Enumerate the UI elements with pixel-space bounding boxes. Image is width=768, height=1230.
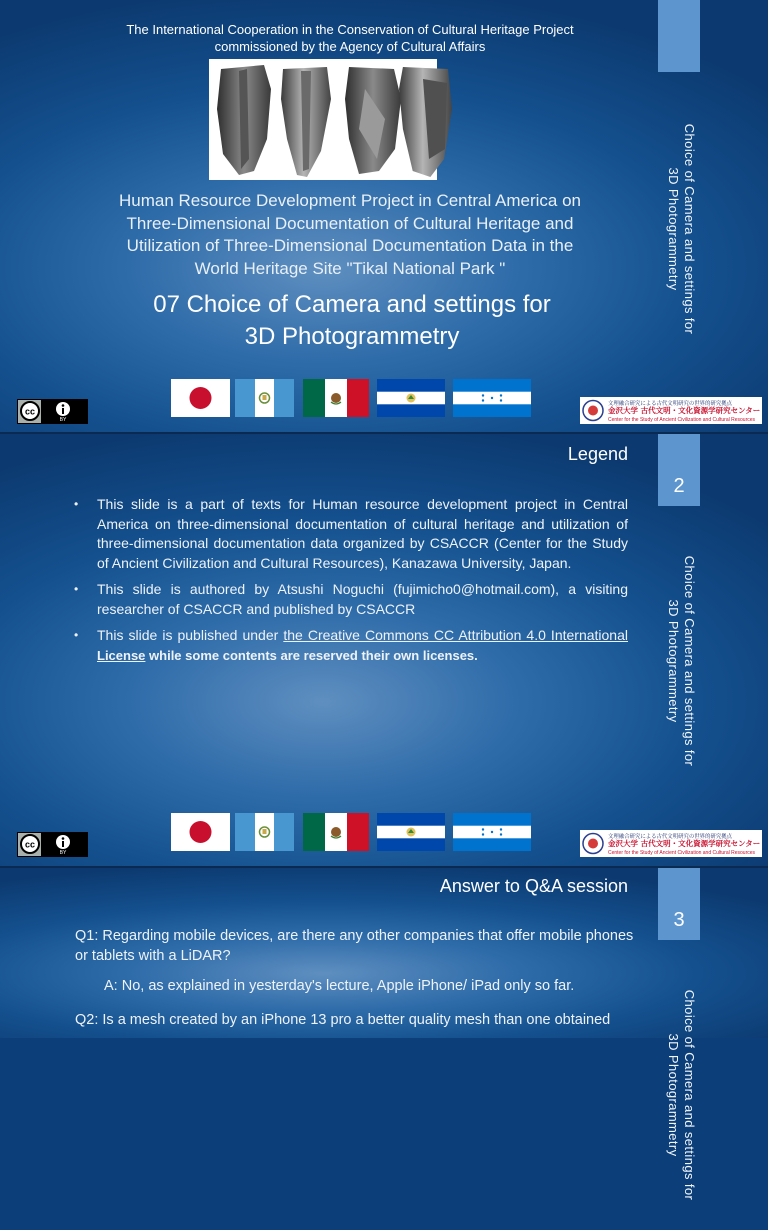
cc-label: cc <box>24 839 36 850</box>
kanazawa-university-logo[interactable] <box>580 397 762 424</box>
logo-line-1: 文理融合研究による古代文明研究の世界的研究拠点 <box>608 401 732 407</box>
csaccr-logo-image <box>580 397 762 424</box>
logo-line-2: 金沢大学 古代文明・文化資源学研究センター <box>608 839 761 848</box>
artifact-3d-image <box>209 59 437 180</box>
commission-line-1: The International Cooperation in the Conservation of Cultural Heritage Project <box>126 22 574 37</box>
legend-bullets <box>74 495 628 672</box>
vertical-title <box>663 94 697 364</box>
slide-2 <box>0 434 768 866</box>
question-2: Q2: Is a mesh created by an iPhone 13 pro a better quality mesh than one obtained <box>75 1012 611 1028</box>
guatemala-flag-icon <box>235 379 294 417</box>
commission-line-2: commissioned by the Agency of Cultural Affairs <box>214 39 486 54</box>
cc-by-license-icon[interactable] <box>17 399 88 424</box>
cc-by-license-icon[interactable] <box>17 832 88 857</box>
project-line-3: Utilization of Three-Dimensional Documentation Data in the <box>126 236 574 255</box>
project-line-2: Three-Dimensional Documentation of Cultural Heritage and <box>126 213 574 233</box>
honduras-flag-icon <box>453 813 531 851</box>
title-line-1: 07 Choice of Camera and settings for <box>153 291 551 318</box>
license-link[interactable]: License <box>97 647 146 663</box>
slide-title <box>90 289 614 353</box>
mexico-flag-icon <box>303 813 369 851</box>
bullet-icon: • <box>74 582 79 596</box>
vertical-title-line-1: Choice of Camera and settings for <box>682 123 697 335</box>
logo-line-3: Center for the Study of Ancient Civilization and Cultural Resources <box>608 417 756 423</box>
cc-by-label: BY <box>59 417 67 423</box>
slide-number: 3 <box>673 909 685 931</box>
project-line-4: World Heritage Site "Tikal National Park " <box>194 258 506 278</box>
vertical-title-line-1: Choice of Camera and settings for <box>682 555 697 767</box>
vertical-title <box>663 960 697 1230</box>
vertical-title <box>663 526 697 796</box>
vertical-title-line-2: 3D Photogrammetry <box>666 1033 681 1157</box>
list-item <box>74 495 628 573</box>
slide-number-box <box>658 434 700 506</box>
slide-title: Answer to Q&A session <box>439 876 628 896</box>
commission-text <box>90 21 610 55</box>
bullet-suffix: while some contents are reserved their own licenses. <box>145 647 478 663</box>
logo-line-1: 文理融合研究による古代文明研究の世界的研究拠点 <box>608 834 732 840</box>
el-salvador-flag-icon <box>377 813 445 851</box>
slide-title: Legend <box>567 444 628 464</box>
el-salvador-flag-icon <box>377 379 445 417</box>
slide-1 <box>0 0 768 432</box>
mexico-flag-icon <box>303 379 369 417</box>
project-description <box>90 190 610 280</box>
vertical-title-line-2: 3D Photogrammetry <box>666 599 681 723</box>
list-item <box>74 626 628 665</box>
title-line-2: 3D Photogrammetry <box>244 323 460 350</box>
slide-number-box <box>658 868 700 940</box>
honduras-flag-icon <box>453 379 531 417</box>
kanazawa-university-logo[interactable] <box>580 830 762 857</box>
answer-1: A: No, as explained in yesterday's lecture, Apple iPhone/ iPad only so far. <box>104 978 575 994</box>
cc-label: cc <box>24 406 36 417</box>
list-item <box>74 580 628 619</box>
bullet-text: This slide is authored by Atsushi Noguchi (fujimicho0@hotmail.com), a visiting researcher of CSACCR and published by CSACCR <box>97 581 628 617</box>
cc-license-link[interactable]: the Creative Commons CC Attribution 4.0 International <box>283 627 628 643</box>
vertical-title-line-2: 3D Photogrammetry <box>666 167 681 291</box>
vertical-title-line-1: Choice of Camera and settings for <box>682 989 697 1201</box>
stone-tools-illustration <box>209 59 437 180</box>
country-flags <box>171 379 531 417</box>
logo-line-2: 金沢大学 古代文明・文化資源学研究センター <box>608 406 761 415</box>
slide-number-box <box>658 0 700 72</box>
csaccr-logo-image <box>580 830 762 857</box>
slide-3 <box>0 868 768 1201</box>
bullet-icon: • <box>74 497 79 511</box>
bullet-text: This slide is a part of texts for Human resource development project in Central America on three-dimensional documentation of cultural heritage and utilization of three-dimensional documentation data organized by CSACCR (Center for the Study of Ancient Civilization and Cultural Resources), Kanazawa University, Japan. <box>97 496 628 571</box>
guatemala-flag-icon <box>235 813 294 851</box>
bullet-text: This slide is published under <box>97 627 284 643</box>
project-line-1: Human Resource Development Project in Central America on <box>118 191 582 210</box>
japan-flag-icon <box>171 379 230 417</box>
logo-line-3: Center for the Study of Ancient Civilization and Cultural Resources <box>608 850 756 856</box>
cc-by-label: BY <box>59 850 67 856</box>
country-flags <box>171 813 531 851</box>
question-1: Q1: Regarding mobile devices, are there any other companies that offer mobile phones or tablets with a LiDAR? <box>75 928 634 964</box>
japan-flag-icon <box>171 813 230 851</box>
slide-number: 2 <box>673 475 685 497</box>
bullet-icon: • <box>74 628 79 642</box>
